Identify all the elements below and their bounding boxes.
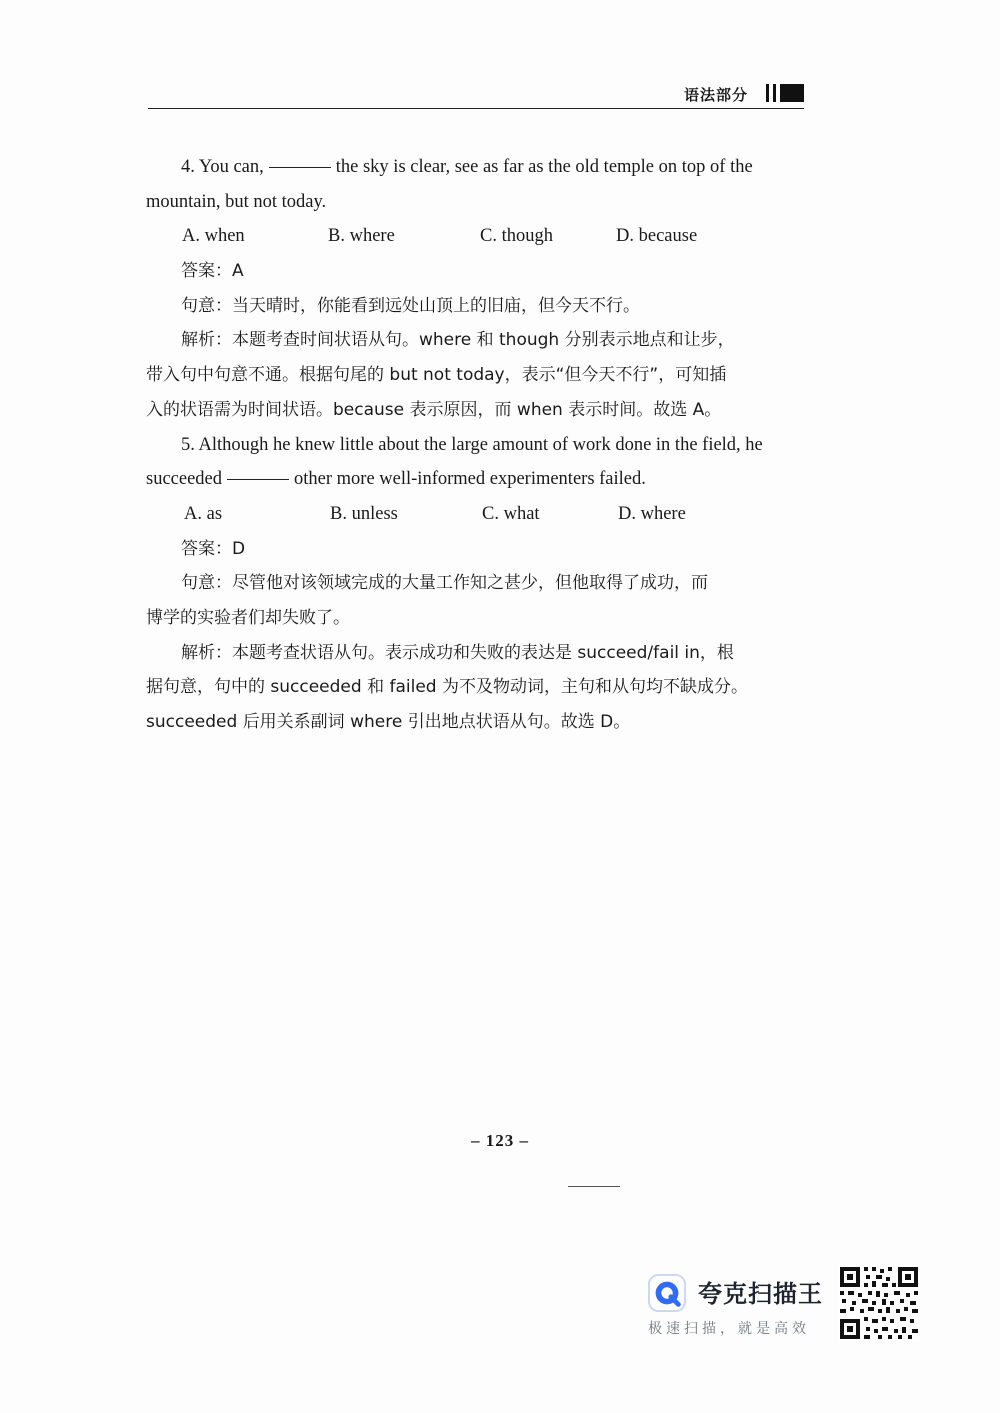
scan-artifact-line [568, 1186, 620, 1187]
option-b: B. where [328, 226, 395, 247]
option-a: A. as [184, 503, 223, 524]
scanner-watermark [648, 1268, 838, 1338]
question-4-answer: 答案：A [181, 261, 244, 282]
option-d: D. where [618, 503, 686, 524]
question-4-stem-before: 4. You can, [181, 157, 264, 177]
question-4-stem-line-2: mountain, but not today. [146, 191, 327, 212]
question-5-stem-line-2 [146, 462, 808, 497]
answer-blank [227, 478, 289, 480]
question-5-options [146, 497, 808, 532]
running-header [148, 80, 804, 109]
question-5-meaning-line-1: 句意：尽管他对该领域完成的大量工作知之甚少，但他取得了成功，而 [181, 573, 708, 594]
question-4-analysis-line-3: 入的状语需为时间状语。because 表示原因，而 when 表示时间。故选 A。 [146, 399, 722, 420]
qr-code-icon [838, 1265, 920, 1341]
quark-logo-icon [648, 1274, 686, 1312]
question-4-options [146, 219, 808, 254]
question-5-meaning-line-2: 博学的实验者们却失败了。 [146, 607, 350, 628]
question-4-stem-line-1 [146, 150, 808, 185]
option-c: C. though [480, 226, 553, 247]
answer-blank [269, 166, 331, 168]
section-title: 语法部分 [683, 86, 748, 104]
option-b: B. unless [330, 503, 398, 524]
question-5-analysis-line-2: 据句意，句中的 succeeded 和 failed 为不及物动词，主句和从句均不缺成分。 [146, 677, 748, 698]
question-4-analysis-line-1: 解析：本题考查时间状语从句。where 和 though 分别表示地点和让步， [181, 330, 735, 351]
question-4-stem-after: the sky is clear, see as far as the old temple on top of the [335, 157, 753, 177]
question-5-answer: 答案：D [181, 538, 246, 559]
watermark-slogan: 极速扫描，就是高效 [648, 1321, 810, 1337]
question-4-analysis-line-2: 带入句中句意不通。根据句尾的 but not today，表示“但今天不行”，可知插 [146, 365, 727, 386]
option-c: C. what [482, 503, 540, 524]
question-5-analysis-line-1: 解析：本题考查状语从句。表示成功和失败的表达是 succeed/fail in，根 [181, 642, 734, 663]
option-a: A. when [182, 226, 245, 247]
option-d: D. because [616, 226, 698, 247]
question-5-analysis-line-3: succeeded 后用关系副词 where 引出地点状语从句。故选 D。 [146, 712, 631, 732]
question-4-meaning: 句意：当天晴时，你能看到远处山顶上的旧庙，但今天不行。 [181, 295, 640, 316]
main-content [146, 150, 808, 740]
question-5-stem-after: other more well-informed experimenters failed. [294, 469, 646, 490]
header-mark-icon [764, 84, 804, 102]
question-5-stem-line-1: 5. Although he knew little about the large amount of work done in the field, he [181, 434, 763, 455]
page-number: – 123 – [471, 1131, 529, 1150]
question-5-stem-before: succeeded [146, 469, 223, 490]
watermark-brand: 夸克扫描王 [698, 1280, 823, 1308]
